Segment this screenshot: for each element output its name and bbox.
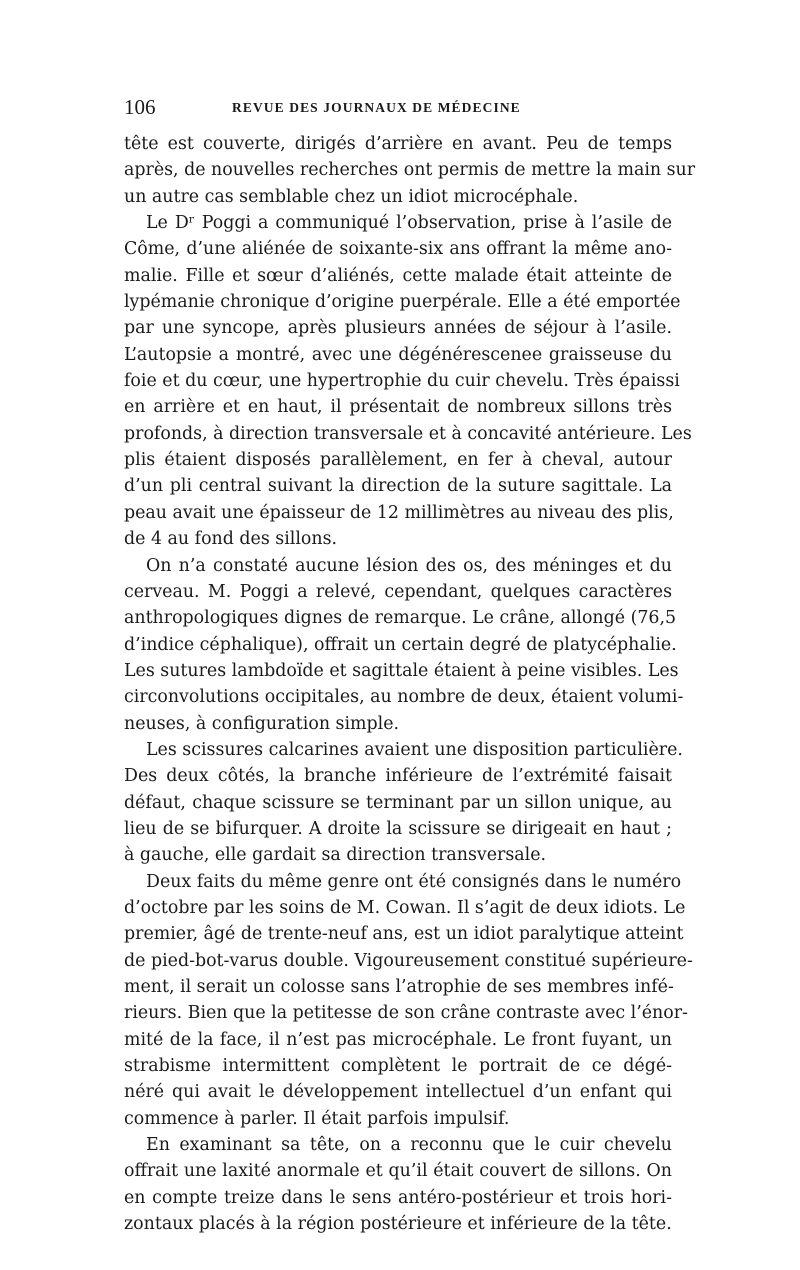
text-line: mité de la face, il n’est pas microcéphale. Le front fuyant, un	[124, 1029, 672, 1050]
text-line: rieurs. Bien que la petitesse de son crâne contraste avec l’énor-	[124, 1003, 688, 1024]
paragraph	[124, 131, 696, 210]
paragraph	[124, 553, 684, 737]
paragraph	[124, 737, 683, 869]
paragraph	[124, 869, 693, 1132]
text-line: en arrière et en haut, il présentait de nombreux sillons très	[124, 397, 672, 418]
text-line: Les sutures lambdoïde et sagittale étaient à peine visibles. Les	[124, 660, 679, 681]
text-line: d’indice céphalique), offrait un certain degré de platycéphalie.	[124, 634, 677, 655]
text-line: peau avait une épaisseur de 12 millimètres au niveau des plis,	[124, 502, 674, 523]
text-line: lieu de se bifurquer. A droite la scissure se dirigeait en haut ;	[124, 818, 672, 839]
text-line: En examinant sa tête, on a reconnu que le cuir chevelu	[146, 1135, 672, 1156]
running-title: REVUE DES JOURNAUX DE MÉDECINE	[232, 100, 521, 115]
text-line: après, de nouvelles recherches ont permis de mettre la main sur	[124, 160, 696, 181]
text-line: anthropologiques dignes de remarque. Le crâne, allongé (76,5	[124, 608, 677, 629]
text-line: de pied-bot-varus double. Vigoureusement constitué supérieure-	[124, 950, 693, 971]
text-line: circonvolutions occipitales, au nombre de deux, étaient volumi-	[124, 687, 684, 708]
text-line: zontaux placés à la région postérieure et inférieure de la tête.	[124, 1214, 672, 1235]
paragraph	[124, 1132, 672, 1237]
text-line: d’octobre par les soins de M. Cowan. Il s’agit de deux idiots. Le	[124, 897, 686, 918]
text-line: par une syncope, après plusieurs années de séjour à l’asile.	[124, 318, 672, 339]
text-line: Des deux côtés, la branche inférieure de l’extrémité faisait	[124, 766, 672, 787]
text-line: un autre cas semblable chez un idiot microcéphale.	[124, 186, 579, 207]
text-line: foie et du cœur, une hypertrophie du cuir chevelu. Très épaissi	[124, 371, 680, 392]
text-line: Côme, d’une aliénée de soixante-six ans offrant la même ano-	[124, 239, 672, 260]
text-line: de 4 au fond des sillons.	[124, 529, 338, 550]
text-line: offrait une laxité anormale et qu’il était couvert de sillons. On	[124, 1161, 672, 1182]
text-line: d’un pli central suivant la direction de la suture sagittale. La	[124, 476, 672, 497]
text-line: ment, il serait un colosse sans l’atrophie de ses membres infé-	[124, 977, 674, 997]
page-number: 106	[124, 95, 156, 119]
paragraph	[124, 210, 692, 552]
text-line: plis étaient disposés parallèlement, en fer à cheval, autour	[124, 450, 672, 471]
book-page	[124, 92, 696, 1237]
text-line: premier, âgé de trente-neuf ans, est un idiot paralytique atteint	[124, 924, 684, 945]
text-line: tête est couverte, dirigés d’arrière en avant. Peu de temps	[124, 134, 672, 154]
text-line: cerveau. M. Poggi a relevé, cependant, quelques caractères	[124, 581, 672, 602]
body-text	[124, 131, 696, 1237]
text-line: strabisme intermittent complètent le portrait de ce dégé-	[124, 1056, 672, 1077]
text-line: neuses, à configuration simple.	[124, 713, 400, 734]
text-line: néré qui avait le développement intellectuel d’un enfant qui	[124, 1082, 672, 1103]
text-line: Les scissures calcarines avaient une disposition particulière.	[146, 739, 683, 760]
text-line: lypémanie chronique d’origine puerpérale. Elle a été emportée	[124, 292, 681, 313]
text-line: profonds, à direction transversale et à concavité antérieure. Les	[124, 423, 692, 444]
text-line: commence à parler. Il était parfois impulsif.	[124, 1108, 510, 1129]
text-line: en compte treize dans le sens antéro-postérieur et trois hori-	[124, 1187, 672, 1208]
text-line: Le Dʳ Poggi a communiqué l’observation, prise à l’asile de	[146, 213, 672, 234]
text-line: Deux faits du même genre ont été consignés dans le numéro	[146, 871, 682, 892]
text-line: défaut, chaque scissure se terminant par un sillon unique, au	[124, 792, 672, 813]
text-line: à gauche, elle gardait sa direction transversale.	[124, 845, 547, 866]
text-line: On n’a constaté aucune lésion des os, des méninges et du	[146, 555, 672, 576]
text-line: L’autopsie a montré, avec une dégénérescenee graisseuse du	[124, 344, 672, 365]
text-line: malie. Fille et sœur d’aliénés, cette malade était atteinte de	[124, 265, 672, 286]
running-header	[124, 92, 672, 122]
